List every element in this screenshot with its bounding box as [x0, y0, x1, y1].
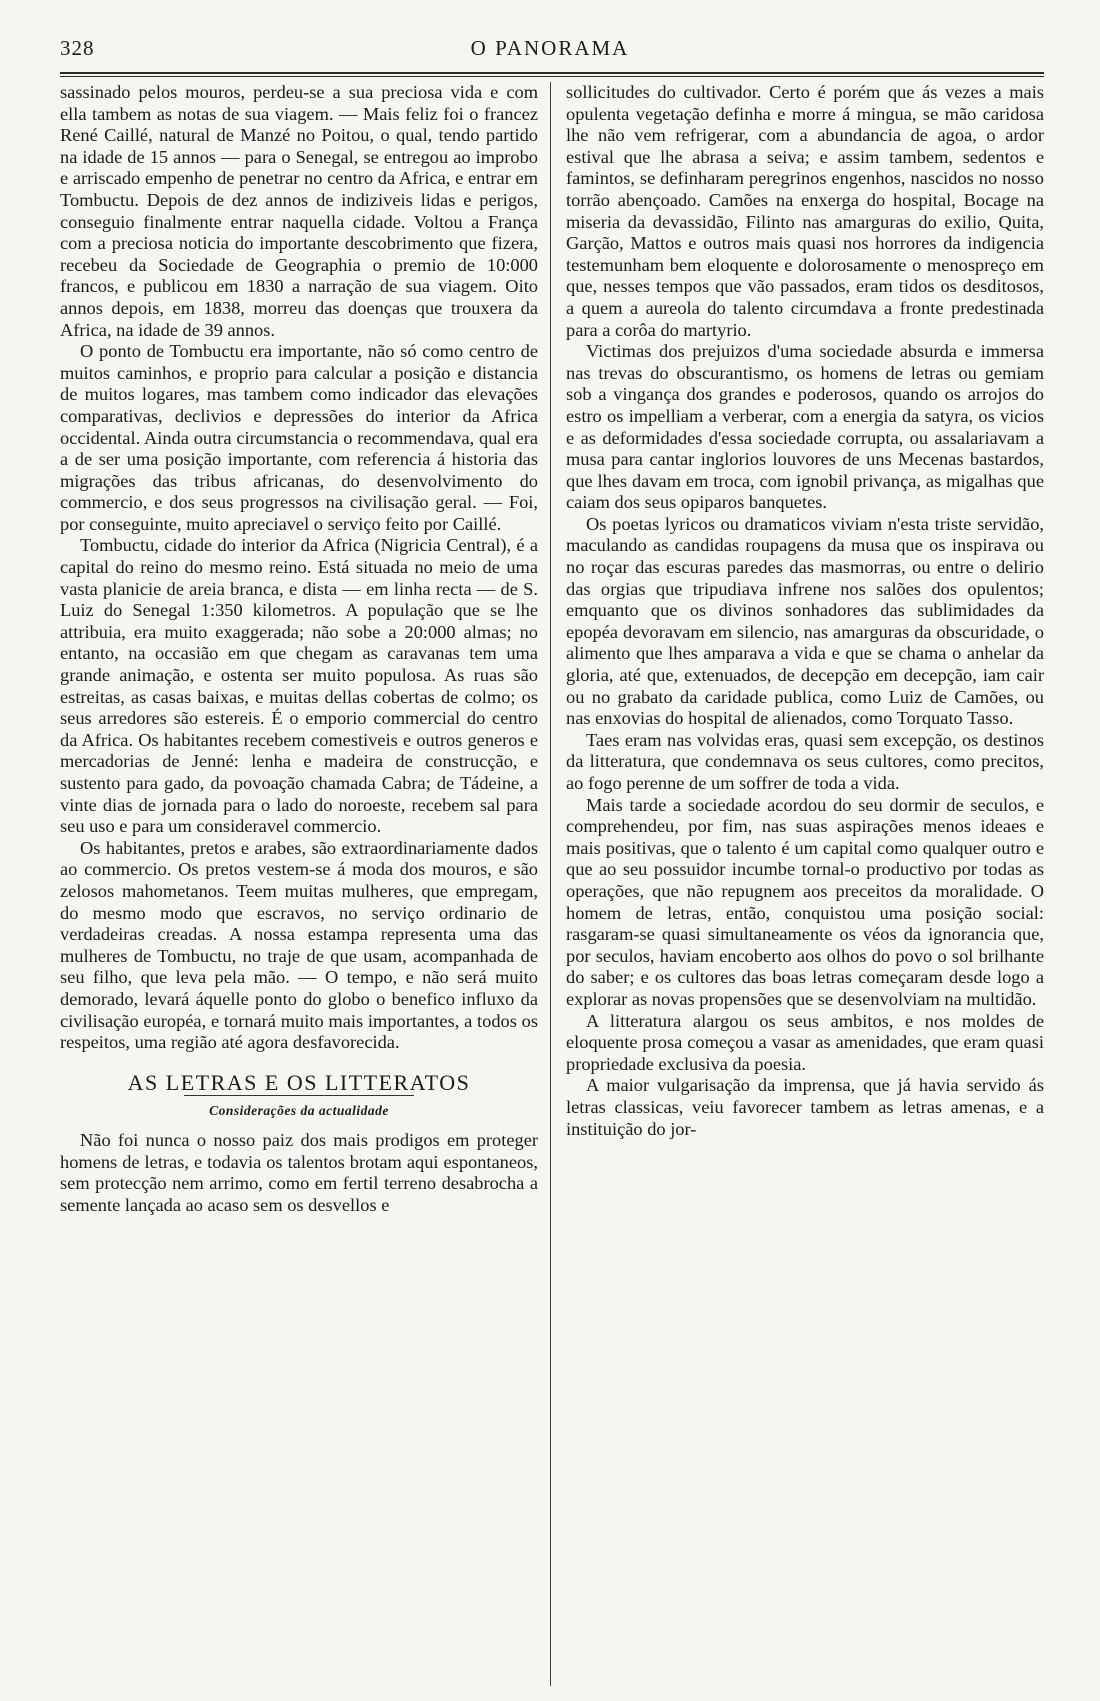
paragraph: Mais tarde a sociedade acordou do seu dormir de seculos, e comprehendeu, por fim, nas suas aspirações menos ideaes e mais positivas, que o talento é um capital como qualquer outro e que ao seu possuidor incumbe tornal-o productivo por todas as operações, que não repugnem aos preceitos da moralidade. O homem de letras, então, conquistou uma posição social: rasgaram-se quasi simultaneamente os véos da ignorancia que, por seculos, haviam encoberto aos olhos do povo o sol brilhante do saber; e os cultores das boas letras começaram desde logo a explorar as novas propensões que se desenvolviam na multidão.	[566, 794, 1044, 1009]
paragraph: Victimas dos prejuizos d'uma sociedade absurda e immersa nas trevas do obscurantismo, os homens de letras ou gemiam sob a vingança dos grandes e poderosos, quando os arrojos do estro os impelliam a verberar, com a energia da satyra, os vicios e as deformidades d'essa sociedade corrupta, ou assalariavam a musa para cantar inglorios louvores de uns Mecenas bastardos, que lhes davam em troca, com ignobil privança, as migalhas que caiam dos seus opiparos banquetes.	[566, 341, 1044, 513]
header-rule	[60, 72, 1044, 74]
section-subtitle: Considerações da actualidade	[209, 1103, 389, 1119]
page-number: 328	[60, 36, 95, 60]
paragraph: Taes eram nas volvidas eras, quasi sem excepção, os destinos da litteratura, que condemnava os seus cultores, como precitos, ao fogo perenne de um soffrer de toda a vida.	[566, 729, 1044, 793]
paragraph: Não foi nunca o nosso paiz dos mais prodigos em proteger homens de letras, e todavia os talentos brotam aqui espontaneos, sem protecção nem arrimo, como em fertil terreno desabrocha a semente lançada ao acaso sem os desvellos e	[60, 1129, 538, 1215]
page-header	[60, 36, 1040, 70]
paragraph: Tombuctu, cidade do interior da Africa (Nigricia Central), é a capital do reino do mesmo reino. Está situada no meio de uma vasta planicie de areia branca, e dista — em linha recta — de S. Luiz do Senegal 1:350 kilometros. A população que se lhe attribuia, era muito exaggerada; não sobe a 20:000 almas; no entanto, na occasião em que chegam as caravanas tem uma grande animação, e ostenta ser muito populosa. As ruas são estreitas, as casas baixas, e muitas dellas cobertas de colmo; os seus arredores são estereis. É o emporio commercial do centro da Africa. Os habitantes recebem comestiveis e outros generos e mercadorias de Jenné: lenha e madeira de construcção, e sustento para gado, da povoação chamada Cabra; de Tádeine, a vinte dias de jornada para o lado do noroeste, recebem sal para seu uso e para um consideravel commercio.	[60, 535, 538, 837]
right-column	[566, 82, 1044, 1686]
paragraph: A maior vulgarisação da imprensa, que já havia servido ás letras classicas, veiu favorecer tambem as letras amenas, e a instituição do jor-	[566, 1075, 1044, 1139]
header-rule-thin	[60, 76, 1044, 77]
paragraph: A litteratura alargou os seus ambitos, e nos moldes de eloquente prosa começou a vasar as amenidades, que eram quasi propriedade exclusiva da poesia.	[566, 1010, 1044, 1074]
paragraph: O ponto de Tombuctu era importante, não só como centro de muitos caminhos, e proprio para calcular a posição e distancia de muitos logares, mas tambem como indicador das elevações comparativas, declivios e depressões do interior da Africa occidental. Ainda outra circumstancia o recommendava, qual era a de ser uma posição importante, com referencia á historia das migrações das tribus africanas, do desenvolvimento do commercio, e dos seus progressos na civilisação geral. — Foi, por conseguinte, muito apreciavel o serviço feito por Caillé.	[60, 341, 538, 534]
section-title-rule	[184, 1095, 414, 1096]
left-column	[60, 82, 538, 1686]
paragraph: Os habitantes, pretos e arabes, são extraordinariamente dados ao commercio. Os pretos vestem-se á moda dos mouros, e são zelosos mahometanos. Teem muitas mulheres, que empregam, do mesmo modo que escravos, no serviço ordinario de verdadeiras creadas. A nossa estampa representa uma das mulheres de Tombuctu, no traje de que usam, acompanhada de seu filho, que leva pela mão. — O tempo, e não será muito demorado, levará áquelle ponto do globo o benefico influxo da civilisação européa, e tornará muito mais importantes, a todos os respeitos, uma região até agora desfavorecida.	[60, 837, 538, 1053]
paragraph: sassinado pelos mouros, perdeu-se a sua preciosa vida e com ella tambem as notas de sua viagem. — Mais feliz foi o francez René Caillé, natural de Manzé no Poitou, o qual, tendo partido na idade de 15 annos — para o Senegal, se entregou ao improbo e arriscado empenho de penetrar no centro da Africa, e entrar em Tombuctu. Depois de dez annos de indiziveis lidas e perigos, conseguio finalmente entrar naquella cidade. Voltou a França com a preciosa noticia do importante descobrimento que fizera, recebeu da Sociedade de Geographia o premio de 10:000 francos, e publicou em 1830 a narração de sua viagem. Oito annos depois, em 1838, morreu das doenças que trouxera da Africa, na idade de 39 annos.	[60, 82, 538, 340]
section-title: AS LETRAS E OS LITTERATOS	[127, 1069, 471, 1095]
running-head: O PANORAMA	[470, 36, 630, 60]
paragraph: Os poetas lyricos ou dramaticos viviam n'esta triste servidão, maculando as candidas roupagens da musa que os inspirava ou no roçar das escuras paredes das masmorras, ou entre o delirio das orgias que tripudiava infrene nos salões dos opulentos; emquanto que os divinos sonhadores das sublimidades da epopéa devoravam em silencio, nas amarguras da obscuridade, o alimento que lhes amparava a vida e que se chama o anhelar da gloria, até que, extenuados, de decepção em decepção, iam cair ou no grabato da caridade publica, como Luiz de Camões, ou nas enxovias do hospital de alienados, como Torquato Tasso.	[566, 513, 1044, 729]
paragraph: sollicitudes do cultivador. Certo é porém que ás vezes a mais opulenta vegetação definha e morre á mingua, se mão caridosa lhe não vem refrigerar, com a abundancia de agoa, o ardor estival que lhe abrasa a seiva; e assim tambem, sedentos e famintos, se definharam peregrinos engenhos, nascidos no nosso torrão abençoado. Camões na enxerga do hospital, Bocage na miseria da devassidão, Filinto nas amarguras do exilio, Quita, Garção, Mattos e outros mais quasi nos horrores da indigencia testemunham bem eloquente e dolorosamente o menospreço em que, nesses tempos que vão passados, eram tidos os desditosos, a quem a aureola do talento circumdava a fronte predestinada para a corôa do martyrio.	[566, 82, 1044, 340]
column-divider	[550, 82, 551, 1686]
